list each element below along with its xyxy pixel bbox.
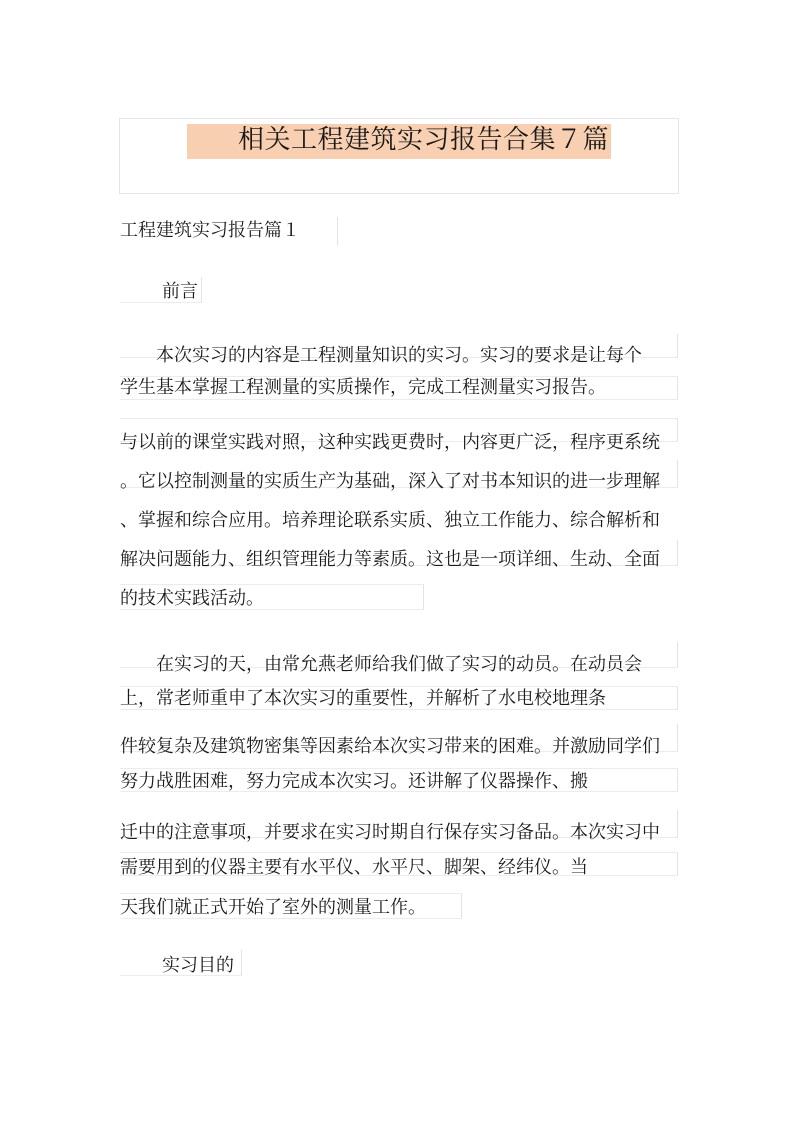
- paragraph-3-line: 在实习的天，由常允燕老师给我们做了实习的动员。在动员会: [120, 654, 642, 675]
- subheading-preface: 前言: [162, 281, 198, 302]
- paragraph-3-line: 上，常老师重申了本次实习的重要性，并解析了水电校地理条: [120, 688, 606, 709]
- paragraph-2-line: 、掌握和综合应用。培养理论联系实质、独立工作能力、综合解析和: [120, 510, 660, 531]
- paragraph-3-line: 天我们就正式开始了室外的测量工作。: [120, 897, 426, 918]
- paragraph-2-line: 与以前的课堂实践对照，这种实践更费时，内容更广泛，程序更系统: [120, 432, 660, 453]
- paragraph-3-line: 件较复杂及建筑物密集等因素给本次实习带来的困难。并激励同学们: [120, 736, 660, 757]
- paragraph-1-line: 本次实习的内容是工程测量知识的实习。实习的要求是让每个: [120, 345, 642, 366]
- document-title: 相关工程建筑实习报告合集７篇: [238, 125, 610, 155]
- subheading-purpose: 实习目的: [162, 955, 234, 976]
- paragraph-3-line: 努力战胜困难，努力完成本次实习。还讲解了仪器操作、搬: [120, 771, 588, 792]
- paragraph-3-line: 迁中的注意事项，并要求在实习时期自行保存实习备品。本次实习中: [120, 822, 660, 843]
- paragraph-1-line: 学生基本掌握工程测量的实质操作，完成工程测量实习报告。: [120, 377, 606, 398]
- paragraph-2-line: 的技术实践活动。: [120, 588, 264, 609]
- section-heading: 工程建筑实习报告篇１: [120, 220, 300, 241]
- paragraph-2-line: 解决问题能力、组织管理能力等素质。这也是一项详细、生动、全面: [120, 549, 660, 570]
- paragraph-2-line: 。它以控制测量的实质生产为基础，深入了对书本知识的进一步理解: [120, 471, 660, 492]
- paragraph-3-line: 需要用到的仪器主要有水平仪、水平尺、脚架、经纬仪。当: [120, 857, 588, 878]
